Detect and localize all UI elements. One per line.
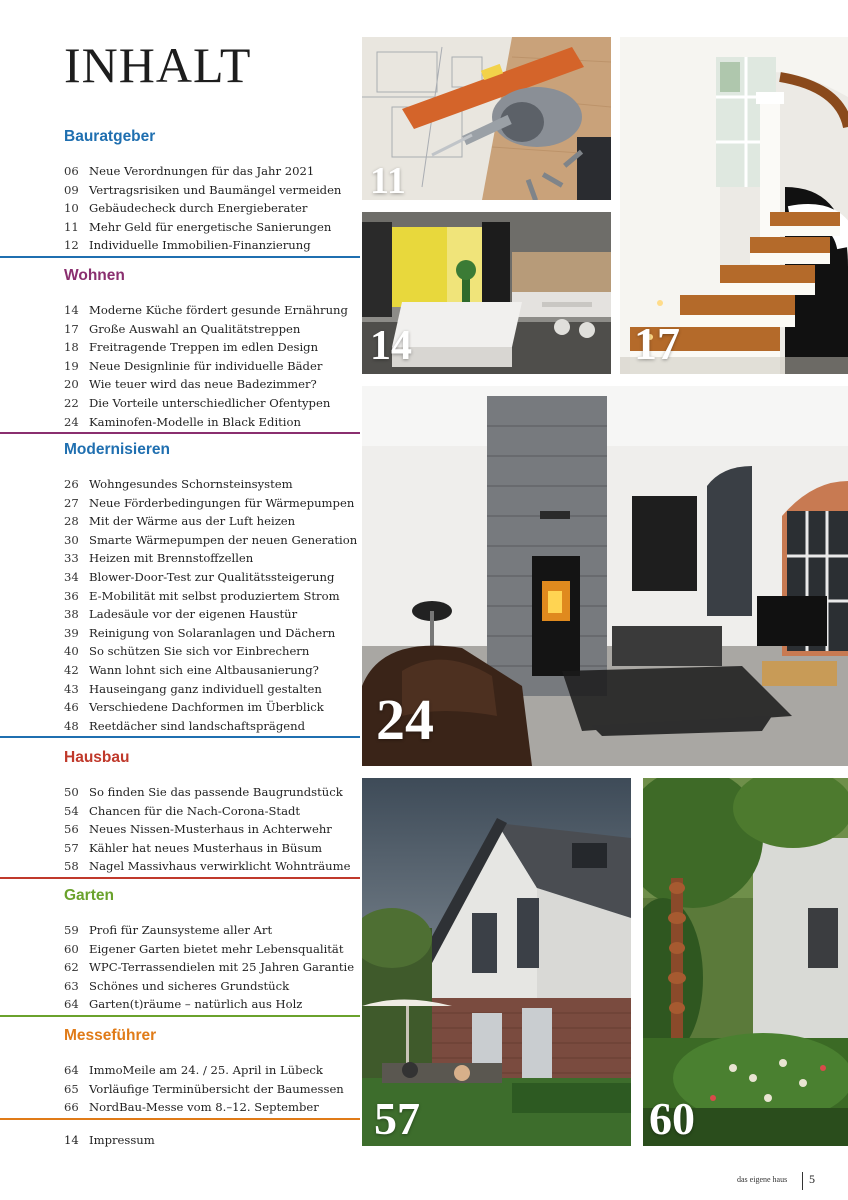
toc-entry-title: Profi für Zaunsysteme aller Art [89,923,273,937]
toc-page-number: 14 [64,1133,79,1147]
toc-entry-title: Große Auswahl an Qualitätstreppen [89,321,301,336]
toc-entry-title: Neue Verordnungen für das Jahr 2021 [89,164,315,178]
toc-entry-title: Nagel Massivhaus verwirklicht Wohnträume [89,859,351,874]
toc-page-number: 63 [64,978,79,993]
section-divider [0,736,360,738]
toc-entry [64,624,360,643]
toc-impressum [64,1131,155,1149]
toc-entry [64,680,360,699]
section-heading: Bauratgeber [64,128,156,145]
toc-page-number: 38 [64,607,79,622]
section-bauratgeber [64,128,360,255]
toc-entry-title: Neue Designlinie für individuelle Bäder [89,358,323,373]
toc-entry-title: Hauseingang ganz individuell gestalten [89,681,322,696]
toc-entry-title: ImmoMeile am 24. / 25. April in Lübeck [89,1063,323,1077]
toc-entry-title: Die Vorteile unterschiedlicher Ofentypen [89,395,331,410]
toc-entry [64,587,360,606]
toc-entry [64,236,360,255]
toc-page-number: 28 [64,514,79,529]
toc-entry [64,320,360,339]
footer-page-number: 5 [809,1172,815,1186]
toc-list [64,162,360,255]
toc-page-number: 24 [64,414,79,429]
footer-magazine-name: das eigene haus [737,1175,788,1184]
toc-entry [64,940,360,959]
photo-page-number: 57 [374,1093,420,1144]
photo-house-illustration [362,778,631,1146]
toc-entry [64,475,360,494]
toc-entry-title: Neue Förderbedingungen für Wärmepumpen [89,495,355,510]
toc-entry-title: Blower-Door-Test zur Qualitätssteigerung [89,569,335,584]
toc-page-number: 09 [64,182,79,197]
toc-page-number: 50 [64,785,79,799]
section-heading: Modernisieren [64,441,170,458]
toc-entry-title: NordBau-Messe vom 8.–12. September [89,1100,319,1115]
section-messefuehrer [64,1027,360,1117]
toc-page-number: 30 [64,532,79,547]
section-heading: Wohnen [64,267,125,284]
toc-entry [64,218,360,237]
photo-fireplace [362,386,848,766]
toc-entry-title: Kaminofen-Modelle in Black Edition [89,414,301,429]
toc-page-number: 66 [64,1100,79,1115]
toc-page-number: 12 [64,238,79,253]
toc-entry [64,375,360,394]
toc-entry-title: Ladesäule vor der eigenen Haustür [89,607,298,622]
photo-fireplace-illustration [362,386,848,766]
toc-entry [64,394,360,413]
toc-entry [64,338,360,357]
toc-entry-title: Impressum [89,1133,155,1147]
toc-entry-title: Wie teuer wird das neue Badezimmer? [89,377,317,392]
toc-page-number: 65 [64,1081,79,1096]
toc-page-number: 62 [64,960,79,975]
toc-page-number: 17 [64,321,79,336]
toc-entry-title: Chancen für die Nach-Corona-Stadt [89,803,301,818]
toc-entry [64,977,360,996]
toc-entry [64,698,360,717]
toc-page-number: 48 [64,718,79,733]
toc-entry [64,958,360,977]
toc-entry [64,181,360,200]
toc-entry [64,1061,360,1080]
photo-page-number: 17 [634,318,680,369]
section-heading: Hausbau [64,749,130,766]
section-hausbau [64,749,360,876]
section-divider [0,877,360,879]
toc-page-number: 60 [64,941,79,956]
toc-entry-title: Kähler hat neues Musterhaus in Büsum [89,840,322,855]
toc-entry-title: Eigener Garten bietet mehr Lebensqualität [89,941,344,956]
toc-entry [64,839,360,858]
toc-page-number: 34 [64,569,79,584]
photo-kitchen [362,212,611,374]
toc-list [64,921,360,1014]
toc-entry-title: Reinigung von Solaranlagen und Dächern [89,625,336,640]
page-title: INHALT [64,37,252,93]
photo-page-number: 14 [370,323,412,369]
toc-page-number: 42 [64,662,79,677]
toc-list [64,301,360,431]
toc-page-number: 18 [64,340,79,355]
toc-entry [64,413,360,432]
toc-page-number: 59 [64,923,79,937]
toc-page-number: 43 [64,681,79,696]
toc-entry [64,357,360,376]
toc-entry [64,605,360,624]
photo-page-number: 60 [649,1093,695,1144]
footer-divider [802,1172,803,1190]
toc-page-number: 14 [64,303,79,317]
toc-entry-title: Neues Nissen-Musterhaus in Achterwehr [89,822,332,837]
toc-entry-title: Reetdächer sind landschaftsprägend [89,718,306,733]
toc-entry-title: E-Mobilität mit selbst produziertem Strom [89,588,340,603]
toc-page-number: 39 [64,625,79,640]
toc-page-number: 58 [64,859,79,874]
photo-garden-illustration [643,778,848,1146]
toc-entry [64,642,360,661]
toc-entry [64,857,360,876]
toc-page-number: 26 [64,477,79,491]
toc-entry [64,301,360,320]
toc-page-number: 56 [64,822,79,837]
section-divider [0,256,360,258]
toc-entry [64,921,360,940]
toc-entry-title: Wohngesundes Schornsteinsystem [89,477,293,491]
toc-entry [64,717,360,736]
section-heading: Garten [64,887,114,904]
toc-list [64,783,360,876]
toc-entry [64,802,360,821]
toc-entry-title: Mehr Geld für energetische Sanierungen [89,219,332,234]
toc-entry-title: Heizen mit Brennstoffzellen [89,551,254,566]
toc-page-number: 64 [64,997,79,1012]
toc-entry-title: So schützen Sie sich vor Einbrechern [89,644,310,659]
section-heading: Messeführer [64,1027,157,1044]
toc-entry-title: Wann lohnt sich eine Altbausanierung? [89,662,319,677]
toc-entry-title: So finden Sie das passende Baugrundstück [89,785,343,799]
section-garten [64,887,360,1014]
toc-entry [64,820,360,839]
toc-page-number: 64 [64,1063,79,1077]
toc-page-number: 46 [64,700,79,715]
toc-entry [64,783,360,802]
toc-list [64,475,360,735]
toc-entry-title: Moderne Küche fördert gesunde Ernährung [89,303,348,317]
toc-entry-title: Mit der Wärme aus der Luft heizen [89,514,296,529]
toc-entry [64,512,360,531]
toc-page-number: 54 [64,803,79,818]
toc-page-number: 22 [64,395,79,410]
toc-entry-title: WPC-Terrassendielen mit 25 Jahren Garantie [89,960,355,975]
toc-entry-title: Garten(t)räume – natürlich aus Holz [89,997,303,1012]
toc-page-number: 36 [64,588,79,603]
toc-page-number: 33 [64,551,79,566]
toc-page-number: 10 [64,201,79,216]
toc-list [64,1061,360,1117]
toc-entry-title: Individuelle Immobilien-Finanzierung [89,238,311,253]
section-divider [0,1118,360,1120]
toc-entry-title: Smarte Wärmepumpen der neuen Generation [89,532,358,547]
photo-house [362,778,631,1146]
photo-tools [362,37,611,200]
toc-entry [64,531,360,550]
toc-entry [64,199,360,218]
toc-page-number: 20 [64,377,79,392]
toc-entry-title: Schönes und sicheres Grundstück [89,978,290,993]
toc-entry-title: Vorläufige Terminübersicht der Baumessen [89,1081,344,1096]
photo-page-number: 24 [376,687,434,752]
toc-entry-title: Freitragende Treppen im edlen Design [89,340,319,355]
section-divider [0,1015,360,1017]
photo-page-number: 11 [370,160,406,200]
toc-entry [64,494,360,513]
toc-page-number: 40 [64,644,79,659]
toc-entry [64,661,360,680]
section-divider [0,432,360,434]
toc-entry-title: Gebäudecheck durch Energieberater [89,201,308,216]
toc-page-number: 06 [64,164,79,178]
toc-entry [64,1098,360,1117]
toc-entry [64,1080,360,1099]
photo-stairs [620,37,848,374]
section-wohnen [64,267,360,431]
toc-entry [64,568,360,587]
toc-entry-title: Vertragsrisiken und Baumängel vermeiden [89,182,342,197]
toc-page-number: 27 [64,495,79,510]
toc-entry [64,995,360,1014]
toc-page-number: 57 [64,840,79,855]
toc-entry [64,162,360,181]
toc-page-number: 11 [64,219,79,234]
section-modernisieren [64,441,360,735]
toc-entry-title: Verschiedene Dachformen im Überblick [89,700,324,715]
photo-garden [643,778,848,1146]
toc-entry [64,549,360,568]
toc-page-number: 19 [64,358,79,373]
